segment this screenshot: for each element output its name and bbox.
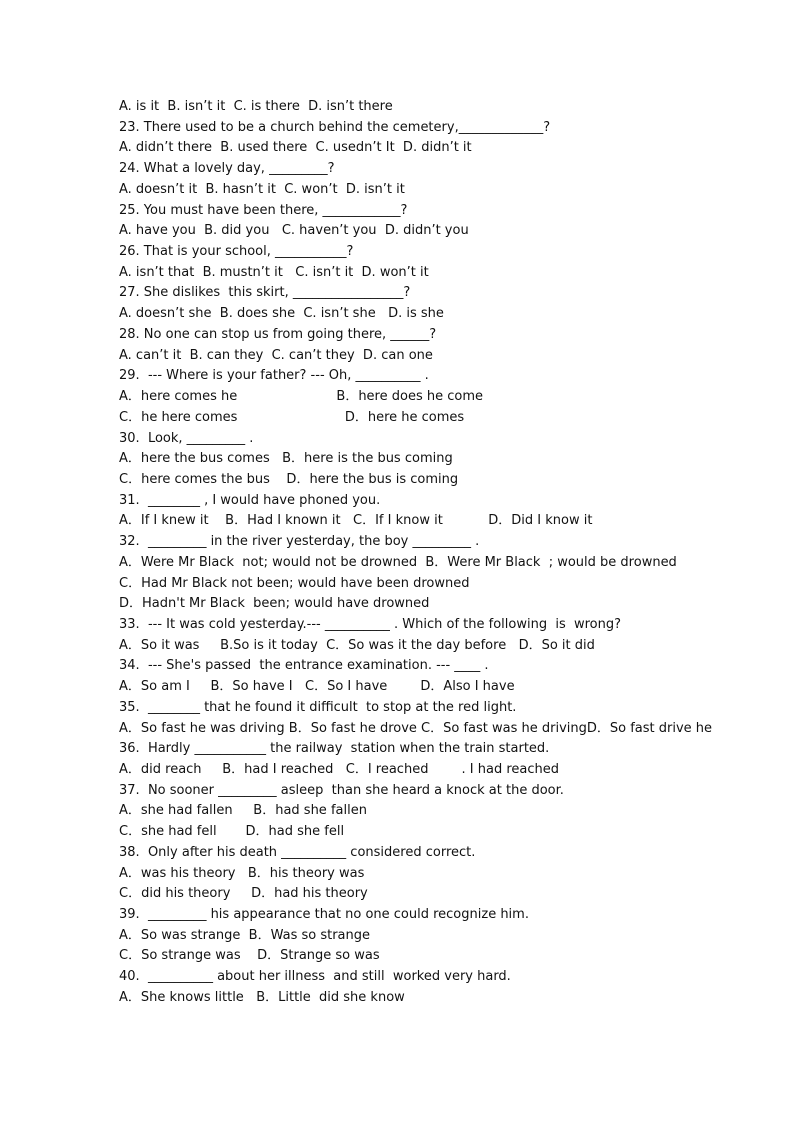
answer-options: A．If I knew it B．Had I known it C．If I know it D．Did I know it: [119, 513, 593, 529]
answer-options: C．did his theory D．had his theory: [119, 886, 368, 902]
question-text: 23. There used to be a church behind the cemetery,_____________?: [119, 119, 551, 135]
answer-options: D．Hadn't Mr Black been; would have drowned: [119, 596, 430, 612]
question-text: 40. __________ about her illness and still worked very hard.: [119, 969, 511, 985]
question-text: 30. Look, _________ .: [119, 430, 254, 446]
answer-options: C．So strange was D．Strange so was: [119, 948, 380, 964]
answer-options: A. didn’t there B. used there C. usedn’t It D. didn’t it: [119, 140, 472, 156]
answer-options: A．here comes he B．here does he come: [119, 389, 483, 405]
answer-options: A．So fast he was driving B．So fast he drove C．So fast was he drivingD．So fast drive he: [119, 720, 713, 736]
answer-options: C．she had fell D．had she fell: [119, 824, 345, 840]
question-text: 34. --- She's passed the entrance examination. --- ____ .: [119, 658, 489, 674]
answer-options: A．So was strange B．Was so strange: [119, 927, 371, 943]
answer-options: A．She knows little B．Little did she know: [119, 989, 405, 1005]
question-text: 27. She dislikes this skirt, _________________?: [119, 285, 411, 301]
question-text: 36. Hardly ___________ the railway station when the train started.: [119, 741, 550, 757]
answer-options: A. doesn’t she B. does she C. isn’t she D. is she: [119, 306, 444, 322]
question-text: 26. That is your school, ___________?: [119, 244, 354, 260]
answer-options: A. is it B. isn’t it C. is there D. isn’t there: [119, 99, 393, 114]
question-text: 25. You must have been there, ____________?: [119, 202, 408, 218]
question-text: 31. ________ , I would have phoned you.: [119, 492, 381, 508]
question-text: 33. --- It was cold yesterday.--- __________ . Which of the following is wrong?: [119, 616, 622, 632]
answer-options: A．here the bus comes B．here is the bus coming: [119, 451, 453, 467]
question-text: 24. What a lovely day, _________?: [119, 161, 335, 177]
answer-options: A．So am I B．So have I C．So I have D．Also I have: [119, 679, 515, 695]
answer-options: C．he here comes D．here he comes: [119, 409, 465, 425]
question-text: 37. No sooner _________ asleep than she heard a knock at the door.: [119, 782, 564, 798]
answer-options: A．she had fallen B．had she fallen: [119, 803, 367, 819]
answer-options: A. doesn’t it B. hasn’t it C. won’t D. isn’t it: [119, 181, 405, 197]
question-text: 38. Only after his death __________ considered correct.: [119, 844, 476, 860]
question-text: 39. _________ his appearance that no one could recognize him.: [119, 907, 529, 923]
answer-options: A. have you B. did you C. haven’t you D. didn’t you: [119, 223, 469, 239]
question-list: [119, 97, 719, 1009]
answer-options: A．was his theory B．his theory was: [119, 865, 365, 881]
answer-options: A. can’t it B. can they C. can’t they D. can one: [119, 347, 433, 363]
answer-options: A．Were Mr Black not; would not be drowned B．Were Mr Black ; would be drowned: [119, 554, 677, 570]
answer-options: A．did reach B．had I reached C．I reached . I had reached: [119, 762, 559, 777]
answer-options: A. isn’t that B. mustn’t it C. isn’t it D. won’t it: [119, 264, 429, 280]
answer-options: C．Had Mr Black not been; would have been drowned: [119, 575, 470, 591]
question-text: 28. No one can stop us from going there, ______?: [119, 326, 437, 342]
question-text: 35. ________ that he found it difficult to stop at the red light.: [119, 699, 517, 715]
answer-options: A．So it was B.So is it today C．So was it the day before D．So it did: [119, 637, 595, 653]
answer-options: C．here comes the bus D．here the bus is coming: [119, 471, 459, 487]
question-text: 29. --- Where is your father? --- Oh, __________ .: [119, 368, 429, 384]
question-text: 32. _________ in the river yesterday, the boy _________ .: [119, 534, 480, 550]
